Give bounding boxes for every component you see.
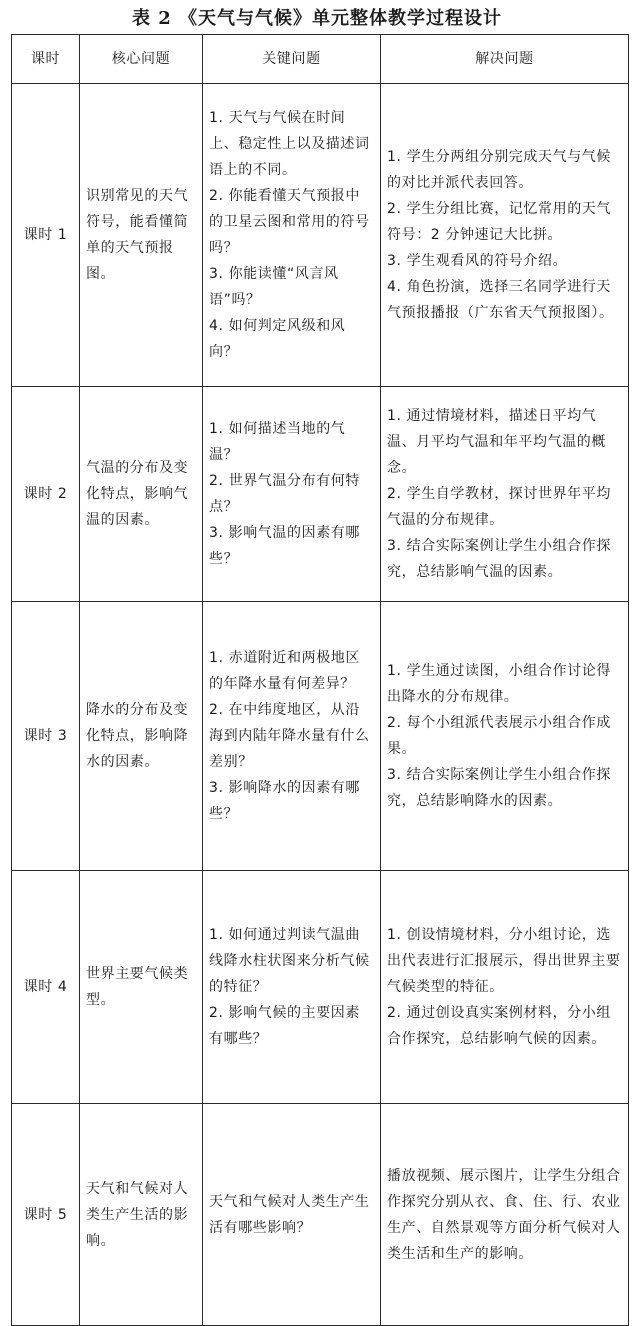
solution-item: 1. 学生通过读图，小组合作讨论得出降水的分布规律。 [387, 663, 612, 705]
table-row [12, 871, 629, 1104]
solution-cell [381, 84, 629, 387]
solution-item: 4. 角色扮演，选择三名同学进行天气预报播报（广东省天气预报图）。 [387, 279, 614, 321]
key-question-cell [203, 602, 381, 871]
core-question-cell: 降水的分布及变化特点，影响降水的因素。 [80, 602, 203, 871]
solution-item: 2. 学生分组比赛，记忆常用的天气符号：2 分钟速记大比拼。 [387, 201, 612, 243]
lesson-cell: 课时 4 [12, 871, 80, 1104]
solution-cell [381, 602, 629, 871]
solution-item: 1. 通过情境材料，描述日平均气温、月平均气温和年平均气温的概念。 [387, 408, 606, 476]
table-row [12, 1104, 629, 1326]
solution-item: 3. 学生观看风的符号介绍。 [387, 253, 568, 269]
core-question-cell: 世界主要气候类型。 [80, 871, 203, 1104]
key-question-item: 3. 影响降水的因素有哪些？ [209, 780, 361, 822]
solution-item: 播放视频、展示图片，让学生分组合作探究分别从衣、食、住、行、农业生产、自然景观等方面分析气候对人类生活和生产的影响。 [387, 1167, 621, 1262]
solution-item: 3. 结合实际案例让学生小组合作探究，总结影响气温的因素。 [387, 538, 612, 580]
key-question-item: 1. 天气与气候在时间上、稳定性上以及描述词语上的不同。 [209, 110, 370, 178]
core-question-cell: 识别常见的天气符号，能看懂简单的天气预报图。 [80, 84, 203, 387]
header-lesson: 课时 [12, 35, 80, 84]
key-question-item: 2. 在中纬度地区，从沿海到内陆年降水量有什么差别？ [209, 702, 370, 770]
core-question-cell: 天气和气候对人类生产生活的影响。 [80, 1104, 203, 1326]
solution-item: 2. 通过创设真实案例材料，分小组合作探究，总结影响气候的因素。 [387, 1005, 612, 1047]
header-solution: 解决问题 [381, 35, 629, 84]
table-row [12, 387, 629, 602]
lesson-cell: 课时 5 [12, 1104, 80, 1326]
table-row [12, 602, 629, 871]
lesson-cell: 课时 3 [12, 602, 80, 871]
solution-cell [381, 871, 629, 1104]
header-key-question: 关键问题 [203, 35, 381, 84]
header-row [12, 35, 629, 84]
solution-cell [381, 1104, 629, 1326]
lesson-plan-table [11, 34, 629, 1326]
solution-item: 3. 结合实际案例让学生小组合作探究，总结影响降水的因素。 [387, 767, 612, 809]
lesson-cell: 课时 1 [12, 84, 80, 387]
key-question-cell [203, 387, 381, 602]
table-row [12, 84, 629, 387]
key-question-cell [203, 871, 381, 1104]
key-question-cell [203, 84, 381, 387]
table-title: 表 2 《天气与气候》单元整体教学过程设计 [131, 8, 503, 29]
key-question-item: 天气和气候对人类生产生活有哪些影响？ [209, 1193, 370, 1236]
solution-item: 1. 学生分两组分别完成天气与气候的对比并派代表回答。 [387, 149, 612, 191]
key-question-item: 3. 影响气温的因素有哪些？ [209, 525, 361, 567]
lesson-cell: 课时 2 [12, 387, 80, 602]
solution-cell [381, 387, 629, 602]
key-question-item: 2. 世界气温分布有何特点？ [209, 473, 361, 515]
key-question-item: 2. 你能看懂天气预报中的卫星云图和常用的符号吗？ [209, 188, 370, 256]
header-core-question: 核心问题 [80, 35, 203, 84]
core-question-cell: 气温的分布及变化特点，影响气温的因素。 [80, 387, 203, 602]
solution-item: 2. 学生自学教材，探讨世界年平均气温的分布规律。 [387, 486, 612, 528]
key-question-item: 4. 如何判定风级和风向？ [209, 318, 346, 360]
key-question-item: 3. 你能读懂“风言风语”吗？ [209, 266, 339, 308]
key-question-cell [203, 1104, 381, 1326]
key-question-item: 1. 如何描述当地的气温？ [209, 421, 346, 463]
key-question-item: 1. 如何通过判读气温曲线降水柱状图来分析气候的特征？ [209, 927, 370, 995]
solution-item: 1. 创设情境材料，分小组讨论，选出代表进行汇报展示，得出世界主要气候类型的特征。 [387, 927, 621, 995]
solution-item: 2. 每个小组派代表展示小组合作成果。 [387, 715, 612, 757]
key-question-item: 2. 影响气候的主要因素有哪些？ [209, 1005, 361, 1047]
key-question-item: 1. 赤道附近和两极地区的年降水量有何差异？ [209, 650, 361, 692]
